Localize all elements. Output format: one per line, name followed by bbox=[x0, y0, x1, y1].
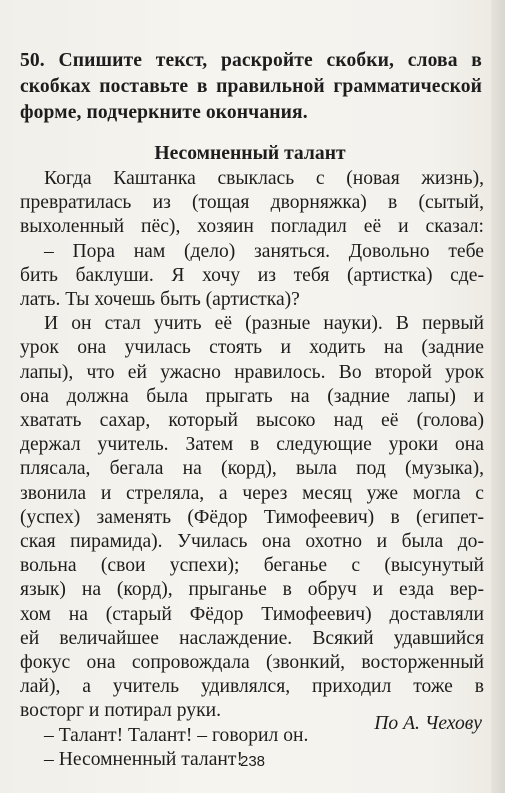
story-line: хом на (старый Фёдор Тимофеевич) доставляли bbox=[20, 603, 484, 625]
story-line: бить баклуши. Я хочу из тебя (артистка) сде- bbox=[20, 264, 484, 286]
story-line: И он стал учить её (разные науки). В первый bbox=[44, 313, 484, 335]
story-line: ская пирамида). Училась она охотно и была до- bbox=[20, 531, 484, 553]
story-line: – Несомненный талант! bbox=[44, 748, 243, 770]
story-line: – Пора нам (дело) заняться. Довольно тебе bbox=[44, 240, 484, 262]
story-line: фокус она сопровождала (звонкий, восторженный bbox=[20, 652, 484, 674]
story-line: звонила и стреляла, а через месяц уже могла с bbox=[20, 482, 484, 504]
story-line: она должна была прыгать на (задние лапы) и bbox=[20, 385, 484, 407]
story-line: держал учитель. Затем в следующие уроки она bbox=[20, 434, 484, 456]
story-line: (успех) заменять (Фёдор Тимофеевич) в (египет- bbox=[20, 506, 484, 528]
story-line: выхоленный пёс), хозяин погладил её и сказал: bbox=[20, 216, 484, 238]
story-title: Несомненный талант bbox=[154, 143, 346, 164]
story-line: плясала, бегала на (корд), выла под (музыка), bbox=[20, 458, 484, 480]
story-line: вольна (свои успехи); беганье с (высунутый bbox=[20, 555, 484, 577]
story-line: лать. Ты хочешь быть (артистка)? bbox=[20, 289, 300, 311]
story-line: хватать сахар, который высоко над её (голова) bbox=[20, 410, 484, 432]
author-attribution: По А. Чехову bbox=[374, 713, 482, 734]
story-line: превратилась из (тощая дворняжка) в (сытый, bbox=[20, 192, 484, 214]
story-line: Когда Каштанка свыклась с (новая жизнь), bbox=[44, 168, 484, 189]
story-line: лапы), что ей ужасно нравилось. Во второй урок bbox=[20, 361, 484, 383]
story-line: восторг и потирал руки. bbox=[20, 700, 221, 722]
story-line: язык) на (корд), прыганье в обруч и езда вер- bbox=[20, 579, 484, 601]
story-line: урок она училась стоять и ходить на (задние bbox=[20, 337, 484, 359]
exercise-instruction: 50. Спишите текст, раскройте скобки, слова в скобках поставьте в правильной грамматической форме, подчеркните окончания. bbox=[20, 50, 482, 123]
story-line: лай), а учитель удивлялся, приходил тоже в bbox=[20, 676, 484, 698]
story-line: – Талант! Талант! – говорил он. bbox=[44, 724, 309, 746]
page-edge-shadow bbox=[491, 0, 505, 793]
page-number: 238 bbox=[239, 753, 266, 770]
story-line: ей величайшее наслаждение. Всякий удавшийся bbox=[20, 627, 484, 649]
story-body bbox=[20, 167, 484, 772]
